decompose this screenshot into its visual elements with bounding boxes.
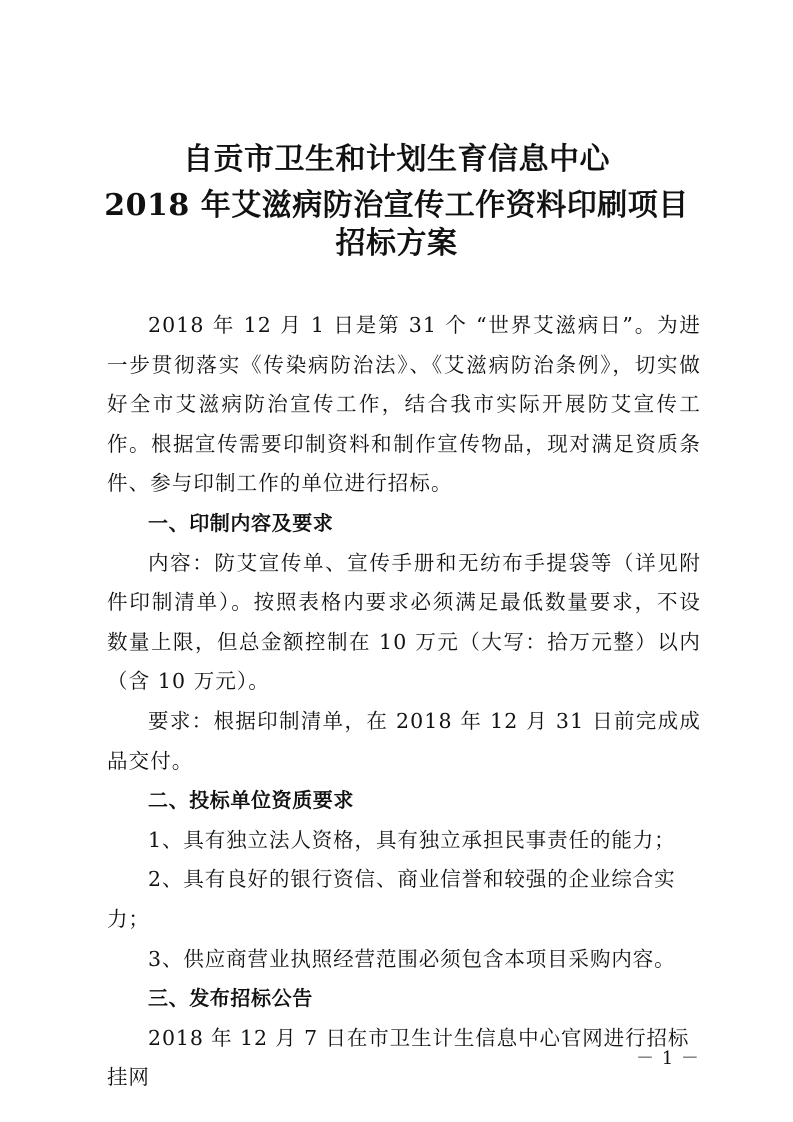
title-line-1: 自贡市卫生和计划生育信息中心 [183, 142, 610, 177]
intro-paragraph: 2018 年 12 月 1 日是第 31 个 “世界艾滋病日”。为进一步贯彻落实《传染病防治法》、《艾滋病防治条例》，切实做好全市艾滋病防治宣传工作，结合我市实际开展防艾宣传工作。根据宣传需要印制资料和制作宣传物品，现对满足资质条件、参与印制工作的单位进行招标。 [107, 313, 701, 496]
section-2-heading: 二、投标单位资质要求 [148, 788, 354, 813]
section-1-heading: 一、印制内容及要求 [148, 510, 334, 535]
section-1-requirement: 要求：根据印制清单，在 2018 年 12 月 31 日前完成成品交付。 [107, 708, 701, 773]
section-2-item-3: 3、供应商营业执照经营范围必须包含本项目采购内容。 [148, 946, 676, 971]
section-2-item-2: 2、具有良好的银行资信、商业信誉和较强的企业综合实力； [107, 867, 676, 931]
title-line-3: 招标方案 [335, 226, 458, 261]
title-line-2: 2018 年艾滋病防治宣传工作资料印刷项目 [104, 188, 689, 223]
section-3-content: 2018 年 12 月 7 日在市卫生计生信息中心官网进行招标挂网 [107, 1025, 690, 1090]
section-1-content: 内容：防艾宣传单、宣传手册和无纺布手提袋等（详见附件印制清单）。按照表格内要求必须满足最低数量要求，不设数量上限，但总金额控制在 10 万元（大写：拾万元整）以内（含 10 万元）。 [107, 550, 701, 694]
section-2-item-1: 1、具有独立法人资格，具有独立承担民事责任的能力； [148, 827, 676, 852]
section-3-heading: 三、发布招标公告 [148, 986, 313, 1011]
document-body [107, 306, 701, 1098]
page-number: － 1 － [636, 1048, 700, 1069]
